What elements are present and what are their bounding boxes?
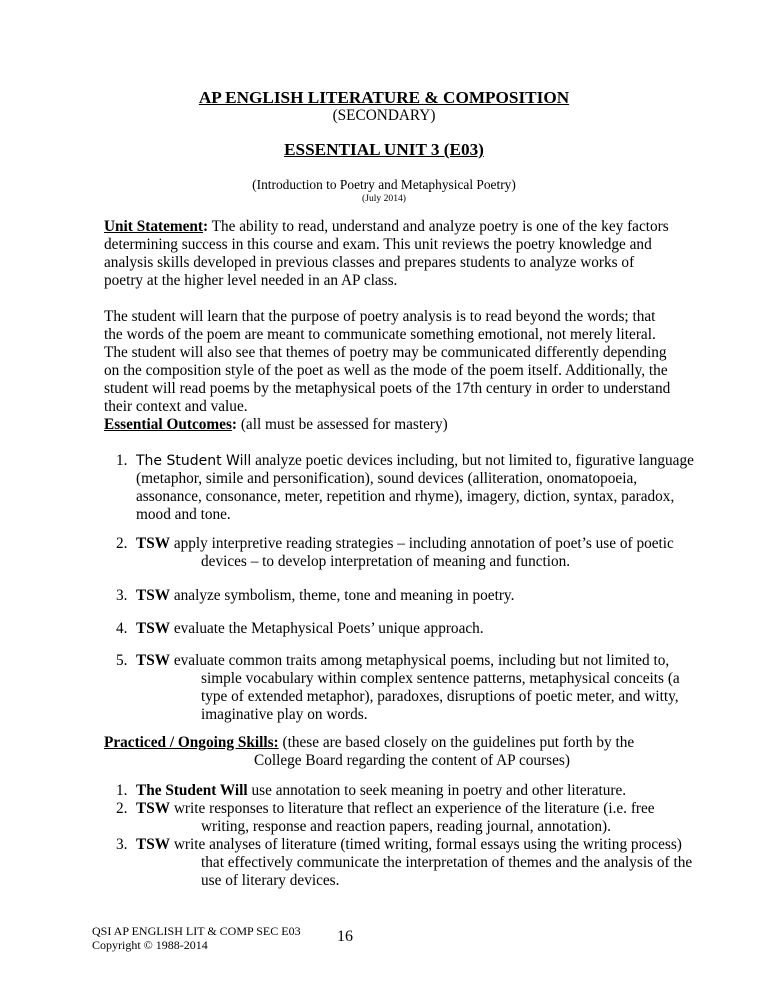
outcome-item: 3. TSW analyze symbolism, theme, tone and meaning in poetry.: [116, 587, 515, 604]
outcome-lead: TSW: [136, 620, 171, 637]
practiced-skills-list: [104, 782, 704, 890]
outcome-lead: TSW: [136, 535, 171, 552]
outcome-lead: The Student Will: [136, 453, 252, 469]
outcome-item: 1. The Student Will analyze poetic devices including, but not limited to, figurative language (metaphor, simile and personification), sound devices (alliteration, onomatopoeia, assonance, consonance, meter, repetition and rhyme), imagery, diction, syntax, paradox, mood and tone.: [116, 452, 694, 523]
footer-course-code: QSI AP ENGLISH LIT & COMP SEC E03: [92, 924, 301, 938]
footer-copyright: Copyright © 1988-2014: [92, 938, 208, 952]
essential-outcomes-label: Essential Outcomes: [104, 416, 232, 433]
unit-topic: (Introduction to Poetry and Metaphysical Poetry): [252, 177, 516, 192]
skill-item: 3. TSW write analyses of literature (timed writing, formal essays using the writing process) that effectively communicate the interpretation of themes and the analysis of the use of literary devices.: [116, 836, 693, 889]
purpose-paragraph: The student will learn that the purpose of poetry analysis is to read beyond the words; that the words of the poem are meant to communicate something emotional, not merely literal. The student will also see that themes of poetry may be communicated differently depending on the composition style of the poet as well as the mode of the poem itself. Additionally, the student will read poems by the metaphysical poets of the 17th century in order to understand their context and value.: [104, 308, 671, 415]
skill-item: 2. TSW write responses to literature that reflect an experience of the literature (i.e. free writing, response and reaction papers, reading journal, annotation).: [116, 800, 655, 835]
essential-outcomes-heading: Essential Outcomes: (all must be assessed for mastery): [104, 416, 448, 433]
practiced-skills-label: Practiced / Ongoing Skills:: [104, 734, 279, 751]
outcome-item-2: [104, 535, 704, 571]
essential-outcomes-note: (all must be assessed for mastery): [237, 416, 448, 433]
skill-lead: The Student Will: [136, 782, 248, 799]
outcome-item-3: [104, 587, 704, 605]
unit-date: (July 2014): [362, 193, 406, 204]
outcome-lead: TSW: [136, 587, 171, 604]
document-subtitle: (SECONDARY): [332, 107, 436, 124]
skill-lead: TSW: [136, 800, 171, 817]
outcome-item-5: [104, 652, 704, 724]
outcome-item: 5. TSW evaluate common traits among metaphysical poems, including but not limited to, simple vocabulary within complex sentence patterns, metaphysical conceits (a type of extended metaphor), paradoxes, disruptions of poetic meter, and witty, imaginative play on words.: [116, 652, 680, 723]
practiced-skills-note: (these are based closely on the guidelines put forth by the: [278, 734, 635, 751]
unit-statement-label: Unit Statement: [104, 218, 203, 235]
page-footer: [92, 924, 301, 952]
outcome-item: 2. TSW apply interpretive reading strategies – including annotation of poet’s use of poetic devices – to develop interpretation of meaning and function.: [116, 535, 674, 570]
page-number: 16: [337, 928, 353, 945]
outcome-item: 4. TSW evaluate the Metaphysical Poets’ unique approach.: [116, 620, 484, 637]
document-title: AP ENGLISH LITERATURE & COMPOSITION: [198, 88, 570, 107]
skill-item: 1. The Student Will use annotation to seek meaning in poetry and other literature.: [116, 782, 627, 799]
practiced-skills-note-cont: College Board regarding the content of AP courses): [254, 752, 570, 769]
unit-statement: Unit Statement: The ability to read, understand and analyze poetry is one of the key factors determining success in this course and exam. This unit reviews the poetry knowledge and analysis skills developed in previous classes and prepares students to analyze works of poetry at the higher level needed in an AP class.: [104, 218, 669, 289]
outcome-item-4: [104, 620, 704, 638]
essential-outcomes-list: [104, 452, 704, 524]
practiced-skills-heading: [104, 734, 704, 770]
unit-statement-text: The ability to read, understand and analyze poetry is one of the key factors determining success in this course and exam. This unit reviews the poetry knowledge and analysis skills developed in previous classes and prepares students to analyze works of poetry at the higher level needed in an AP class.: [104, 218, 669, 289]
outcome-lead: TSW: [136, 652, 171, 669]
unit-title: ESSENTIAL UNIT 3 (E03): [284, 140, 484, 159]
skill-lead: TSW: [136, 836, 171, 853]
